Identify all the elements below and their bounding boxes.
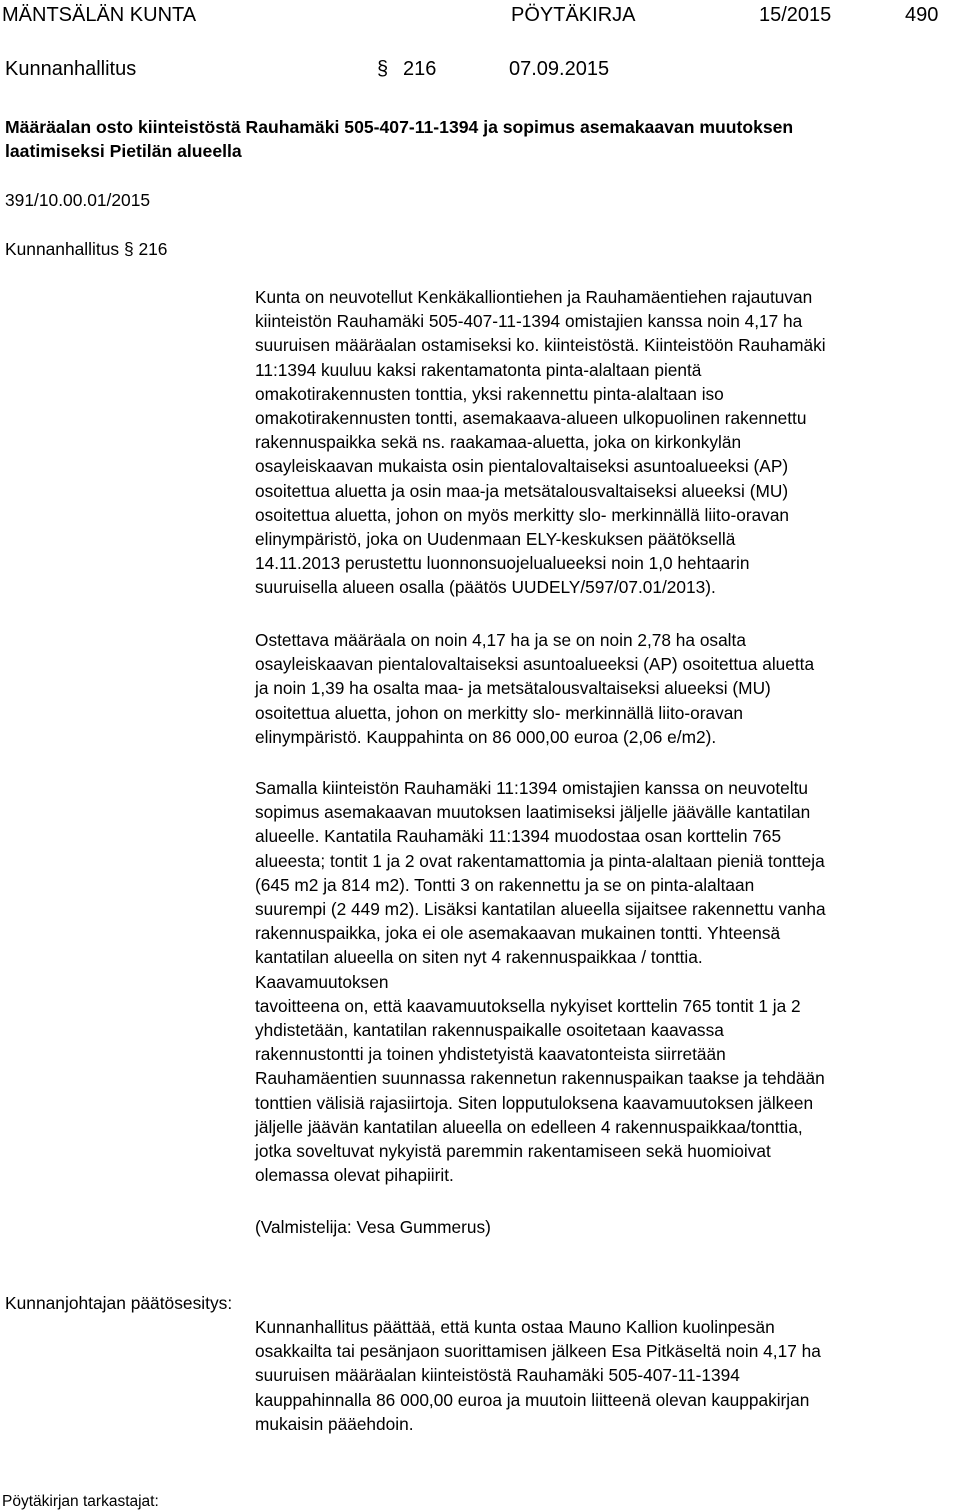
proposal-line: Kunnanhallitus päättää, että kunta ostaa Mauno Kallion kuolinpesän (255, 1317, 775, 1337)
preparer-note (255, 1215, 957, 1239)
paragraph-line: jäljelle jäävän kantatilan alueella on edelleen 4 rakennuspaikkaa/tonttia, (255, 1116, 803, 1137)
paragraph-line: suuruisen määräalan ostamiseksi ko. kiinteistöstä. Kiinteistöön Rauhamäki (255, 335, 826, 356)
paragraph-line: 11:1394 kuuluu kaksi rakentamatonta pinta-alaltaan pientä (255, 359, 702, 380)
proposal-line: osakkailta tai pesänjaon suorittamisen jälkeen Esa Pitkäseltä noin 4,17 ha (255, 1341, 821, 1362)
proposal-line: kauppahinnalla 86 000,00 euroa ja muutoin liitteenä olevan kauppakirjan (255, 1389, 810, 1410)
paragraph-1 (255, 285, 957, 600)
paragraph-line: ja noin 1,39 ha osalta maa- ja metsätalousvaltaiseksi alueeksi (MU) (255, 678, 771, 699)
paragraph-line: alueelle. Kantatila Rauhamäki 11:1394 muodostaa osan korttelin 765 (255, 826, 782, 847)
paragraph-line: elinympäristö. Kauppahinta on 86 000,00 euroa (2,06 e/m2). (255, 726, 717, 747)
issue-number: 15/2015 (759, 4, 832, 26)
section-symbol: § (377, 58, 389, 80)
board-section-number: 216 (138, 239, 168, 259)
paragraph-line: Ostettava määräala on noin 4,17 ha ja se on noin 2,78 ha osalta (255, 630, 746, 650)
paragraph-line: osayleiskaavan pientalovaltaiseksi asuntoalueeksi (AP) osoitettua aluetta (255, 654, 815, 675)
paragraph-line: rakennuspaikka sekä ns. raakamaa-aluetta, joka on kirkonkylän (255, 432, 742, 453)
paragraph-line: tavoitteena on, että kaavamuutoksella nykyiset korttelin 765 tontit 1 ja 2 (255, 995, 801, 1016)
paragraph-line: suuruisella alueen osalla (päätös UUDELY/597/07.01/2013). (255, 577, 716, 598)
paragraph-line: rakennustontti ja toinen yhdistetyistä kaavatonteista siirretään (255, 1044, 726, 1065)
paragraph-line: osoitettua aluetta, johon on merkitty slo- merkinnällä liito-oravan (255, 702, 743, 723)
paragraph-line: osoitettua aluetta, johon on myös merkitty slo- merkinnällä liito-oravan (255, 504, 790, 525)
paragraph-line: suurempi (2 449 m2). Lisäksi kantatilan alueella sijaitsee rakennettu vanha (255, 899, 826, 920)
paragraph-line: kiinteistön Rauhamäki 505-407-11-1394 omistajien kanssa noin 4,17 ha (255, 311, 803, 332)
record-id: 391/10.00.01/2015 (5, 190, 151, 210)
paragraph-line: elinympäristö, joka on Uudenmaan ELY-keskuksen päätöksellä (255, 529, 736, 550)
paragraph-line: osoitettua aluetta ja osin maa-ja metsätalousvaltaiseksi alueeksi (MU) (255, 480, 789, 501)
meeting-date: 07.09.2015 (509, 58, 610, 80)
paragraph-line: olemassa olevat pihapiirit. (255, 1165, 454, 1186)
paragraph-line: rakennuspaikka, joka ei ole asemakaavan mukainen tontti. Yhteensä (255, 923, 781, 944)
paragraph-line: omakotirakennusten tonttia, yksi rakennettu pinta-alaltaan iso (255, 383, 724, 404)
paragraph-line: tonttien välisiä rajasiirtoja. Siten lopputuloksena kaavamuutoksen jälkeen (255, 1092, 814, 1113)
board-section-board: Kunnanhallitus (5, 239, 120, 259)
paragraph-line: 14.11.2013 perustettu luonnonsuojelualueeksi noin 1,0 hehtaarin (255, 553, 750, 574)
paragraph-line: kantatilan alueella on siten nyt 4 rakennuspaikkaa / tonttia. (255, 947, 703, 968)
proposal-label: Kunnanjohtajan päätösesitys: (5, 1293, 233, 1313)
paragraph-line: Kaavamuutoksen (255, 971, 389, 992)
paragraph-line: sopimus asemakaavan muutoksen laatimiseksi jäljelle jäävälle kantatilan (255, 802, 811, 823)
title-line-2: laatimiseksi Pietilän alueella (5, 141, 242, 161)
board-name: Kunnanhallitus (5, 58, 137, 80)
paragraph-line: omakotirakennusten tontti, asemakaava-alueen ulkopuolinen rakennettu (255, 408, 807, 429)
board-section-symbol: § (123, 239, 134, 259)
title-line-1: Määräalan osto kiinteistöstä Rauhamäki 505-407-11-1394 ja sopimus asemakaavan muutoksen (5, 117, 794, 137)
proposal-text (255, 1315, 957, 1436)
section-number: 216 (403, 58, 437, 80)
paragraph-3 (255, 776, 957, 1187)
organization-name: MÄNTSÄLÄN KUNTA (2, 4, 197, 26)
paragraph-line: yhdistetään, kantatilan rakennuspaikalle osoitetaan kaavassa (255, 1020, 724, 1041)
paragraph-line: alueesta; tontit 1 ja 2 ovat rakentamattomia ja pinta-alaltaan pieniä tontteja (255, 850, 825, 871)
board-section (5, 237, 167, 261)
minutes-checkers-label: Pöytäkirjan tarkastajat: (2, 1493, 159, 1510)
paragraph-line: osayleiskaavan mukaista osin pientalovaltaiseksi asuntoalueeksi (AP) (255, 456, 789, 477)
paragraph-2 (255, 628, 957, 749)
paragraph-line: (645 m2 ja 814 m2). Tontti 3 on rakennettu ja se on pinta-alaltaan (255, 874, 755, 895)
paragraph-line: Samalla kiinteistön Rauhamäki 11:1394 omistajien kanssa on neuvoteltu (255, 778, 809, 798)
proposal-line: suuruisen määräalan kiinteistöstä Rauhamäki 505-407-11-1394 (255, 1365, 740, 1386)
paragraph-line: (Valmistelija: Vesa Gummerus) (255, 1217, 491, 1237)
paragraph-line: Kunta on neuvotellut Kenkäkalliontiehen ja Rauhamäentiehen rajautuvan (255, 287, 813, 307)
paragraph-line: Rauhamäentien suunnassa rakennetun rakennuspaikan taakse ja tehdään (255, 1068, 825, 1089)
document-type: PÖYTÄKIRJA (511, 4, 636, 26)
paragraph-line: jotka soveltuvat nykyistä paremmin rakentamiseen sekä huomioivat (255, 1141, 771, 1162)
proposal-line: mukaisin pääehdoin. (255, 1413, 414, 1434)
page-number: 490 (905, 4, 939, 26)
